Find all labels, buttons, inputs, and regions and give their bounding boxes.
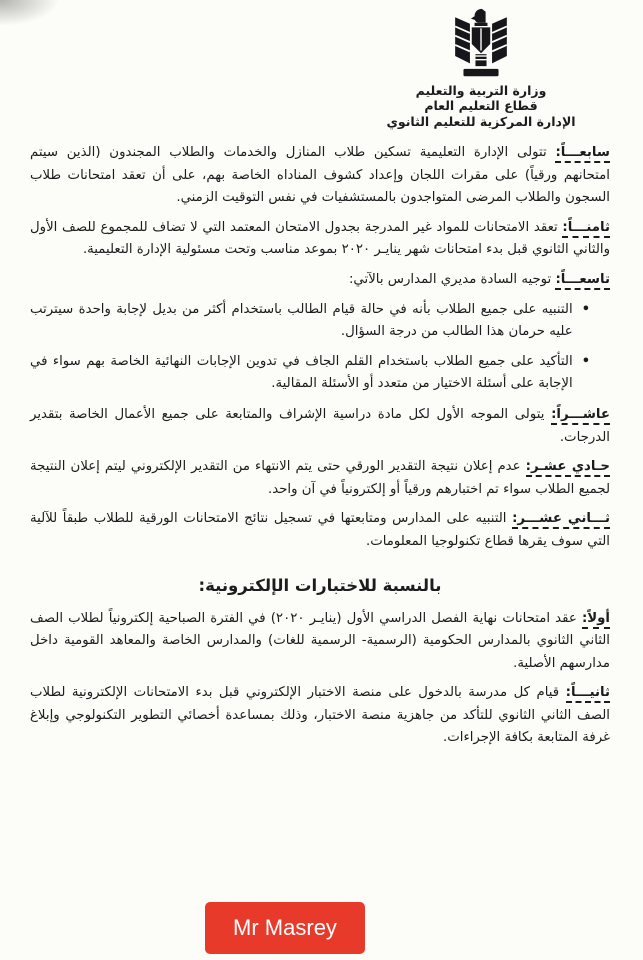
bullet-text: التأكيد على جميع الطلاب باستخدام القلم الجاف في تدوين الإجابات النهائية الخاصة بهم سواء في الإجابة على أسئلة الاختيار من متعدد أو الأسئلة المقالية.	[30, 353, 573, 392]
item-lead: أولاً:	[582, 611, 610, 629]
item-lead: ثـــاني عشـــر:	[512, 511, 610, 529]
item-lead: ثانيـــاً:	[566, 685, 610, 703]
item-text: تعقد الامتحانات للمواد غير المدرجة بجدول الامتحان المعتمد التي لا تضاف للمجموع للصف الأول والثاني الثانوي قبل بدء امتحانات شهر ينايـر ٢٠٢٠ بموعد مناسب وتحت مسئولية الإدارة التعليمية.	[30, 219, 610, 258]
item-tenth	[30, 404, 610, 449]
administration-name: الإدارة المركزية للتعليم الثانوي	[386, 113, 576, 129]
item-twelfth	[30, 508, 610, 553]
letterhead	[381, 8, 581, 129]
item-eighth	[30, 217, 610, 262]
item-text: يتولى الموجه الأول لكل مادة دراسية الإشراف والمتابعة على جميع الأعمال الخاصة بتقدير الدرجات.	[30, 406, 610, 445]
item-lead: سابعـــاً:	[555, 145, 610, 163]
list-item	[30, 299, 590, 344]
bullet-text: التنبيه على جميع الطلاب بأنه في حالة قيام الطالب باستخدام أكثر من بديل لإجابة واحدة سيترتب عليه حرمان هذا الطالب من درجة السؤال.	[30, 301, 573, 340]
item-lead: عاشـــراً:	[551, 407, 610, 425]
director-instructions-list	[30, 299, 610, 396]
item-lead: ثامنـــاً:	[562, 220, 610, 238]
item-eleventh	[30, 456, 610, 501]
item-text: قيام كل مدرسة بالدخول على منصة الاختبار الإلكتروني قبل بدء الامتحانات الإلكترونية لطلاب الصف الثاني الثانوي للتأكد من جاهزية منصة الاختبار، وذلك بمساعدة أخصائي التطوير التكنولوجي وإبلاغ غرفة المتابعة بكافة الإجراءات.	[30, 685, 610, 746]
item-seventh	[30, 142, 610, 210]
item-text: تتولى الإدارة التعليمية تسكين طلاب المنازل والخدمات والطلاب المجندون (الذين سيتم امتحانهم ورقياً) على مقرات اللجان وإعداد كشوف المناداه الخاصة بهم، على أن تعقد امتحانات طلاب السجون والطلاب المرضى المتواجدون بالمستشفيات في نفس التوقيت الزمني.	[30, 145, 610, 206]
bullet-icon: •	[581, 353, 590, 369]
item-text: توجيه السادة مديري المدارس بالآتي:	[348, 271, 552, 287]
document-body	[30, 142, 610, 757]
egypt-eagle-emblem	[450, 8, 512, 80]
item-lead: حـادي عشـر:	[526, 459, 610, 477]
electronic-tests-heading: بالنسبة للاختبارات الإلكترونية:	[198, 575, 442, 595]
item-ninth	[30, 269, 610, 292]
bullet-icon: •	[581, 301, 590, 317]
ministry-name: وزارة التربية والتعليم	[415, 83, 547, 98]
electronic-item-first	[30, 608, 610, 676]
item-text: عدم إعلان نتيجة التقدير الورقي حتى يتم الانتهاء من التقدير الإلكتروني ليتم إعلان النتيجة لجميع الطلاب سواء تم اختبارهم ورقياً أو إلكترونياً في آن واحد.	[30, 459, 610, 497]
item-text: التنبيه على المدارس ومتابعتها في تسجيل نتائج الامتحانات الورقية للطلاب طبقاً للآلية التي سوف يقرها قطاع تكنولوجيا المعلومات.	[30, 511, 610, 549]
item-text: عقد امتحانات نهاية الفصل الدراسي الأول (ينايـر ٢٠٢٠) في الفترة الصباحية إلكترونياً لطلاب الصف الثاني الثانوي بالمدارس الحكومية (الرسمية- الرسمية للغات) والمدارس الخاصة والمعاهد القومية داخل مدارسهم الأصلية.	[30, 610, 610, 671]
list-item	[30, 351, 590, 396]
watermark-badge: Mr Masrey	[205, 902, 365, 954]
electronic-item-second	[30, 682, 610, 750]
sector-name: قطاع التعليم العام	[424, 98, 538, 114]
item-lead: تاسعـــاً:	[555, 272, 610, 290]
